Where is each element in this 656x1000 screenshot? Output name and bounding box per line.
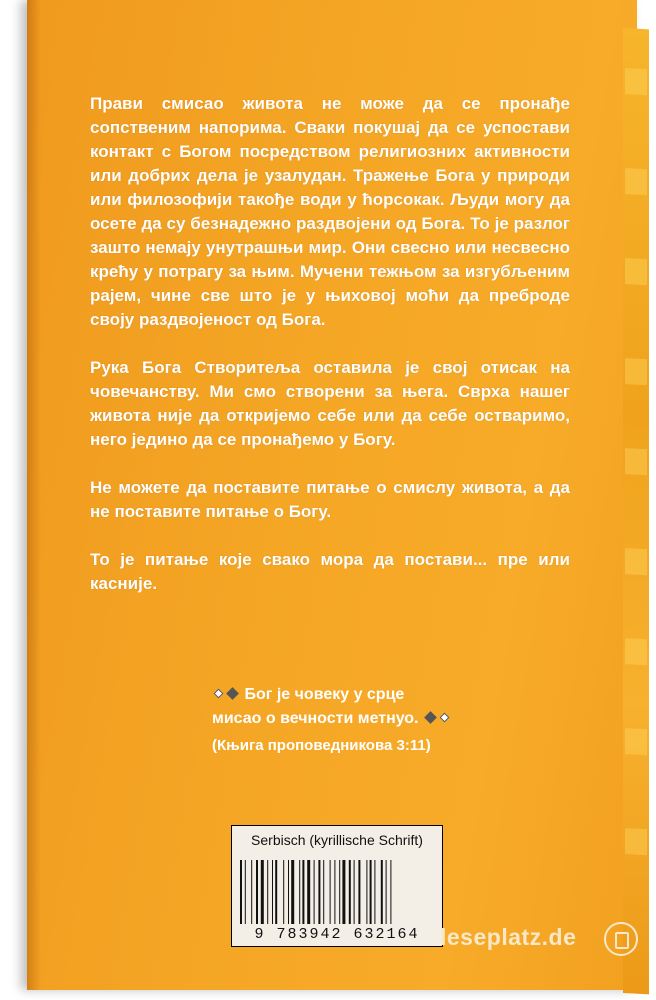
barcode-stripe — [275, 860, 277, 924]
barcode-stripe — [339, 860, 340, 924]
barcode-stripe — [314, 860, 315, 924]
bible-quote — [212, 683, 451, 757]
barcode-stripe — [342, 860, 345, 924]
barcode-stripe — [245, 860, 246, 924]
quote-source: (Књига проповедникова 3:11) — [212, 737, 431, 754]
barcode-language-label: Serbisch (kyrillische Schrift) — [251, 832, 423, 848]
barcode-stripe — [374, 860, 375, 924]
barcode-stripe — [240, 860, 242, 924]
paragraph-2: Рука Бога Створитеља оставила је свој отисак на човечанству. Ми смо створени за њега. Сврха нашег живота није да откријемо себе или да себе остваримо, него једино да се пронађемо у Богу. — [90, 358, 570, 449]
barcode-stripe — [318, 860, 320, 924]
back-cover-text — [90, 92, 570, 620]
barcode-label — [231, 825, 443, 947]
barcode-stripe — [358, 860, 360, 924]
paragraph-4: То је питање које свако мора да постави... пре или касније. — [90, 550, 570, 593]
quote-text-2: мисао о вечности метнуо. — [212, 710, 419, 727]
barcode-stripe — [251, 860, 252, 924]
barcode-stripe — [272, 860, 273, 924]
barcode-stripe — [334, 860, 335, 924]
barcode-stripe — [390, 860, 391, 924]
barcode-bars — [240, 860, 434, 924]
barcode-stripe — [354, 860, 355, 924]
barcode-digits: 9 783942 632164 — [254, 926, 420, 943]
barcode-stripe — [302, 860, 304, 924]
quote-line-2 — [212, 707, 451, 731]
book-spine — [623, 28, 649, 994]
barcode-stripe — [267, 860, 268, 924]
barcode-stripe — [381, 860, 383, 924]
barcode-stripe — [366, 860, 367, 924]
quote-text-1: Бог је човеку у срце — [244, 686, 405, 703]
diamond-ornament-icon — [424, 711, 437, 724]
barcode-stripe — [256, 860, 258, 924]
barcode-stripe — [261, 860, 264, 924]
barcode-stripe — [349, 860, 351, 924]
publisher-logo: leseplatz.de — [440, 924, 577, 950]
paragraph-1: Прави смисао живота не може да се пронађе сопственим напорима. Сваки покушај да се успостави контакт с Богом посредством религиозних активности или добрих дела је узалудан. Тражење Бога у природи или филозофији такође води у ћорсокак. Људи могу да осете да су безнадежно раздвојени од Бога. То је разлог зашто немају унутрашњи мир. Они свесно или несвесно крећу у потрагу за њим. Мучени тежњом за изгубљеним рајем, чине све што је у њиховој моћи да преброде своју раздвојеност од Бога. — [90, 94, 570, 329]
quote-line-1 — [212, 683, 451, 707]
barcode-stripe — [288, 860, 289, 924]
diamond-ornament-icon — [226, 687, 239, 700]
barcode-stripe — [370, 860, 372, 924]
barcode-stripe — [323, 860, 324, 924]
diamond-ornament-icon — [214, 689, 224, 699]
diamond-ornament-icon — [440, 713, 450, 723]
paragraph-3: Не можете да поставите питање о смислу живота, а да не поставите питање о Богу. — [90, 478, 570, 521]
barcode-stripe — [307, 860, 310, 924]
barcode-stripe — [283, 860, 284, 924]
barcode-stripe — [386, 860, 387, 924]
barcode-stripe — [291, 860, 294, 924]
book-logo-icon — [604, 922, 638, 956]
barcode-stripe — [330, 860, 331, 924]
barcode-stripe — [299, 860, 300, 924]
